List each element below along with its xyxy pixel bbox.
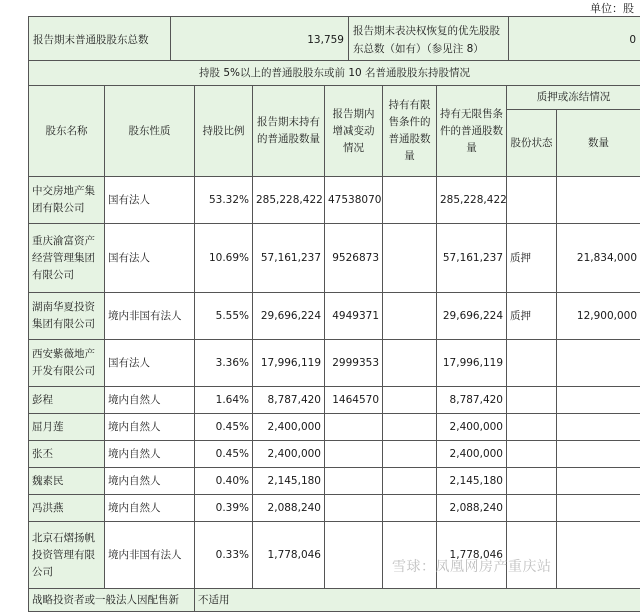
period-change [325, 495, 383, 522]
header-restricted: 持有有限售条件的普通股数量 [383, 86, 437, 177]
restricted-shares [383, 177, 437, 224]
shareholder-nature: 境内自然人 [105, 387, 195, 414]
holding-ratio: 5.55% [195, 293, 253, 340]
pledge-status [507, 441, 557, 468]
table-row [29, 224, 640, 293]
pledge-status [507, 340, 557, 387]
shareholder-nature: 国有法人 [105, 340, 195, 387]
pledge-quantity: 21,834,000 [557, 224, 640, 293]
period-end-shares: 2,400,000 [253, 414, 325, 441]
shareholder-nature: 境内非国有法人 [105, 522, 195, 589]
period-end-shares: 1,778,046 [253, 522, 325, 589]
shareholder-nature: 境内自然人 [105, 414, 195, 441]
holding-ratio: 0.45% [195, 414, 253, 441]
period-end-shares: 2,400,000 [253, 441, 325, 468]
period-end-shares: 8,787,420 [253, 387, 325, 414]
shareholding-table [28, 60, 640, 612]
watermark: 雪球：凤凰网房产重庆站 [392, 556, 552, 576]
unrestricted-shares: 2,400,000 [437, 441, 507, 468]
pledge-status [507, 177, 557, 224]
unrestricted-shares: 29,696,224 [437, 293, 507, 340]
strategic-investor-label: 战略投资者或一般法人因配售新 [29, 589, 195, 612]
shareholder-nature: 境内非国有法人 [105, 293, 195, 340]
pledge-quantity [557, 441, 640, 468]
pledge-quantity [557, 414, 640, 441]
shareholder-nature: 境内自然人 [105, 441, 195, 468]
unrestricted-shares: 1,778,046 [437, 522, 507, 589]
header-ratio: 持股比例 [195, 86, 253, 177]
holding-ratio: 0.40% [195, 468, 253, 495]
holding-ratio: 0.39% [195, 495, 253, 522]
pledge-status [507, 522, 557, 589]
restricted-shares [383, 224, 437, 293]
holding-ratio: 3.36% [195, 340, 253, 387]
pledge-status [507, 495, 557, 522]
holding-ratio: 0.45% [195, 441, 253, 468]
pledge-quantity [557, 495, 640, 522]
unrestricted-shares: 57,161,237 [437, 224, 507, 293]
shareholder-nature: 国有法人 [105, 177, 195, 224]
holding-ratio: 0.33% [195, 522, 253, 589]
table-row [29, 468, 640, 495]
unrestricted-shares: 285,228,422 [437, 177, 507, 224]
period-change: 47538070 [325, 177, 383, 224]
shareholder-name: 北京石熠扬帆投资管理有限公司 [29, 522, 105, 589]
holding-ratio: 1.64% [195, 387, 253, 414]
period-change [325, 522, 383, 589]
pledge-status: 质押 [507, 293, 557, 340]
restricted-shares [383, 387, 437, 414]
pledge-quantity [557, 177, 640, 224]
header-pledge-status: 股份状态 [507, 110, 557, 177]
period-end-shares: 17,996,119 [253, 340, 325, 387]
preferred-holders-value: 0 [509, 17, 640, 64]
summary-table [28, 16, 640, 64]
header-nature: 股东性质 [105, 86, 195, 177]
period-change: 9526873 [325, 224, 383, 293]
pledge-quantity: 12,900,000 [557, 293, 640, 340]
table-row [29, 495, 640, 522]
unit-label: 单位：股 [590, 0, 634, 16]
header-name: 股东名称 [29, 86, 105, 177]
unrestricted-shares: 17,996,119 [437, 340, 507, 387]
header-pledge-qty: 数量 [557, 110, 640, 177]
shareholder-name: 中交房地产集团有限公司 [29, 177, 105, 224]
shareholder-name: 冯洪燕 [29, 495, 105, 522]
period-change [325, 468, 383, 495]
header-pledge-group: 质押或冻结情况 [507, 86, 640, 110]
period-change [325, 441, 383, 468]
pledge-status [507, 468, 557, 495]
pledge-status [507, 414, 557, 441]
footer-row [29, 589, 640, 612]
restricted-shares [383, 293, 437, 340]
header-unrestricted: 持有无限售条件的普通股数量 [437, 86, 507, 177]
pledge-status [507, 387, 557, 414]
period-end-shares: 57,161,237 [253, 224, 325, 293]
period-end-shares: 285,228,422 [253, 177, 325, 224]
restricted-shares [383, 495, 437, 522]
pledge-quantity [557, 387, 640, 414]
pledge-quantity [557, 468, 640, 495]
shareholder-nature: 境内自然人 [105, 468, 195, 495]
strategic-investor-value: 不适用 [195, 589, 640, 612]
total-holders-label: 报告期末普通股股东总数 [29, 17, 171, 64]
shareholder-name: 湖南华夏投资集团有限公司 [29, 293, 105, 340]
pledge-quantity [557, 340, 640, 387]
period-change: 1464570 [325, 387, 383, 414]
header-end-qty: 报告期末持有的普通股数量 [253, 86, 325, 177]
unrestricted-shares: 2,088,240 [437, 495, 507, 522]
table-row [29, 293, 640, 340]
total-holders-value: 13,759 [171, 17, 349, 64]
restricted-shares [383, 414, 437, 441]
shareholder-nature: 境内自然人 [105, 495, 195, 522]
shareholder-name: 彭程 [29, 387, 105, 414]
period-end-shares: 29,696,224 [253, 293, 325, 340]
table-row [29, 177, 640, 224]
period-change: 2999353 [325, 340, 383, 387]
shareholder-nature: 国有法人 [105, 224, 195, 293]
restricted-shares [383, 441, 437, 468]
table-row [29, 522, 640, 589]
restricted-shares [383, 468, 437, 495]
period-end-shares: 2,088,240 [253, 495, 325, 522]
holding-ratio: 53.32% [195, 177, 253, 224]
unrestricted-shares: 2,400,000 [437, 414, 507, 441]
pledge-quantity [557, 522, 640, 589]
restricted-shares [383, 522, 437, 589]
table-row [29, 340, 640, 387]
shareholder-name: 魏素民 [29, 468, 105, 495]
shareholder-name: 屈月莲 [29, 414, 105, 441]
unrestricted-shares: 8,787,420 [437, 387, 507, 414]
preferred-holders-label: 报告期末表决权恢复的优先股股东总数（如有）（参见注 8） [349, 17, 509, 64]
section-title: 持股 5%以上的普通股股东或前 10 名普通股股东持股情况 [29, 61, 640, 86]
period-change: 4949371 [325, 293, 383, 340]
pledge-status: 质押 [507, 224, 557, 293]
header-change: 报告期内增减变动情况 [325, 86, 383, 177]
table-row [29, 441, 640, 468]
period-end-shares: 2,145,180 [253, 468, 325, 495]
table-row [29, 387, 640, 414]
holding-ratio: 10.69% [195, 224, 253, 293]
shareholder-name: 西安紫薇地产开发有限公司 [29, 340, 105, 387]
table-row [29, 414, 640, 441]
shareholder-name: 张丕 [29, 441, 105, 468]
period-change [325, 414, 383, 441]
unrestricted-shares: 2,145,180 [437, 468, 507, 495]
shareholder-name: 重庆渝富资产经营管理集团有限公司 [29, 224, 105, 293]
restricted-shares [383, 340, 437, 387]
